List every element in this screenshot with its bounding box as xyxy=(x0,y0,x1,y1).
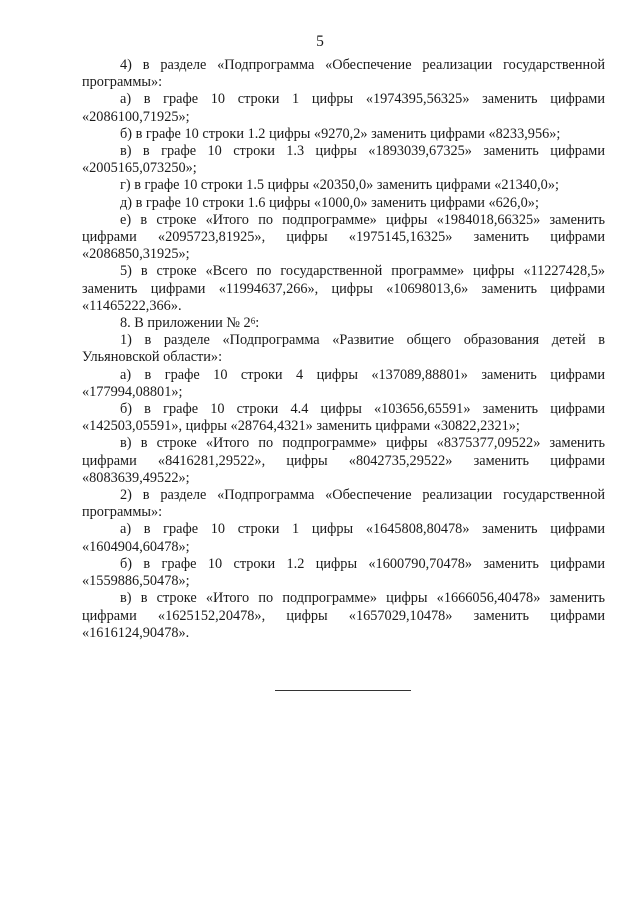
document-body xyxy=(82,57,605,642)
paragraph-item-e: е) в строке «Итого по подпрограмме» цифры «1984018,66325» заменить цифрами «2095723,81925», цифры «1975145,16325» заменить цифрами «2086850,31925»; xyxy=(82,211,605,263)
paragraph-appendix-item-b: б) в графе 10 строки 4.4 цифры «103656,65591» заменить цифрами «142503,05591», цифры «28764,4321» заменить цифрами «30822,2321»; xyxy=(82,401,605,435)
paragraph-section-5: 5) в строке «Всего по государственной программе» цифры «11227428,5» заменить цифрами «11994637,266», цифры «10698013,6» заменить цифрами «11465222,366». xyxy=(82,263,605,314)
paragraph-appendix-2-item-b: б) в графе 10 строки 1.2 цифры «1600790,70478» заменить цифрами «1559886,50478»; xyxy=(82,555,605,590)
paragraph-appendix-item-a: а) в графе 10 строки 4 цифры «137089,88801» заменить цифрами «177994,08801»; xyxy=(82,366,605,400)
paragraph-item-v: в) в графе 10 строки 1.3 цифры «1893039,67325» заменить цифрами «2005165,073250»; xyxy=(82,143,605,177)
paragraph-item-d: д) в графе 10 строки 1.6 цифры «1000,0» заменить цифрами «626,0»; xyxy=(120,194,539,211)
paragraph-section-4: 4) в разделе «Подпрограмма «Обеспечение реализации государственной программы»: xyxy=(82,57,605,91)
paragraph-appendix-section-2: 2) в разделе «Подпрограмма «Обеспечение реализации государственной программы»: xyxy=(82,487,605,521)
end-divider-line xyxy=(275,690,411,691)
page-number: 5 xyxy=(316,33,324,50)
paragraph-item-a: а) в графе 10 строки 1 цифры «1974395,56325» заменить цифрами «2086100,71925»; xyxy=(82,91,605,125)
appendix-heading-suffix: : xyxy=(255,315,260,332)
paragraph-appendix-2-item-v: в) в строке «Итого по подпрограмме» цифры «1666056,40478» заменить цифрами «1625152,20478», цифры «1657029,10478» заменить цифрами «1616124,90478». xyxy=(82,590,605,641)
paragraph-appendix-item-v: в) в строке «Итого по подпрограмме» цифры «8375377,09522» заменить цифрами «8416281,29522», цифры «8042735,29522» заменить цифрами «8083639,49522»; xyxy=(82,435,605,486)
paragraph-appendix-heading xyxy=(82,315,605,332)
paragraph-item-b: б) в графе 10 строки 1.2 цифры «9270,2» заменить цифрами «8233,956»; xyxy=(120,125,561,142)
paragraph-appendix-2-item-a: а) в графе 10 строки 1 цифры «1645808,80478» заменить цифрами «1604904,60478»; xyxy=(82,521,605,555)
appendix-heading-text: 8. В приложении № 2 xyxy=(120,315,251,332)
appendix-superscript: 6 xyxy=(250,316,256,327)
paragraph-item-g: г) в графе 10 строки 1.5 цифры «20350,0» заменить цифрами «21340,0»; xyxy=(120,177,559,194)
paragraph-appendix-section-1: 1) в разделе «Подпрограмма «Развитие общего образования детей в Ульяновской области»: xyxy=(82,332,605,366)
